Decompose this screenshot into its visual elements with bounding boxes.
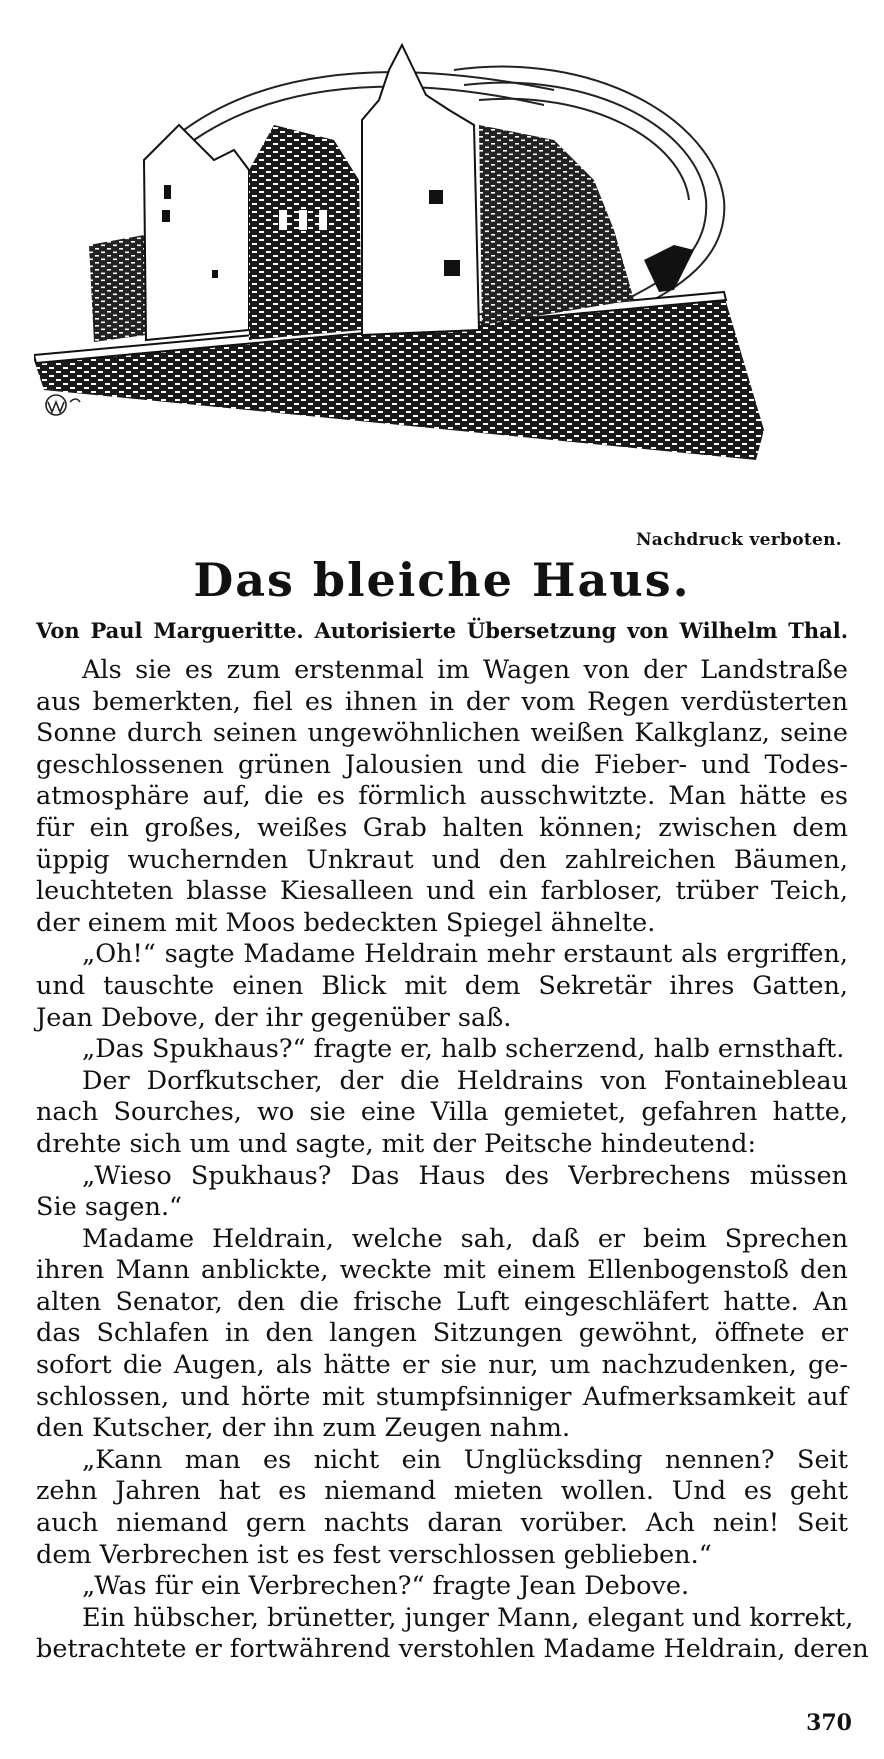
text-line: betrachtete er fortwährend verstohlen Madame Heldrain, deren [36, 1634, 869, 1665]
text-line: für ein großes, weißes Grab halten können; zwischen dem [36, 812, 848, 843]
byline [36, 618, 848, 643]
text-line: geschlossenen grünen Jalousien und die Fieber- und Todes- [36, 749, 848, 780]
text-line: Der Dorfkutscher, der die Heldrains von Fontainebleau [82, 1065, 848, 1096]
text-line: ihren Mann anblickte, weckte mit einem Ellenbogenstoß den [36, 1255, 848, 1286]
text-line: „Das Spukhaus?“ fragte er, halb scherzend, halb ernsthaft. [82, 1034, 845, 1065]
story-body [36, 655, 869, 1666]
text-line: Madame Heldrain, welche sah, daß er beim Sprechen [82, 1223, 848, 1254]
byline-von: Von [36, 618, 80, 643]
monogram-icon [46, 395, 80, 415]
translator-name: Wilhelm Thal. [679, 618, 849, 643]
text-line: „Wieso Spukhaus? Das Haus des Verbrechens müssen [82, 1160, 848, 1191]
text-line: dem Verbrechen ist es fest verschlossen geblieben.“ [36, 1539, 712, 1570]
text-line: „Was für ein Verbrechen?“ fragte Jean Debove. [82, 1571, 690, 1602]
text-line: „Oh!“ sagte Madame Heldrain mehr erstaunt als ergriffen, [82, 939, 848, 970]
text-line: Ein hübscher, brünetter, junger Mann, elegant und korrekt, [82, 1602, 854, 1633]
translation-note: Autorisierte Übersetzung von [314, 618, 669, 643]
text-line: auch niemand gern nachts daran vorüber. Ach nein! Seit [36, 1508, 848, 1539]
page-number: 370 [806, 1710, 852, 1736]
castle-ruin-illustration [34, 30, 864, 500]
story-title: Das bleiche Haus. [193, 553, 691, 607]
text-line: drehte sich um und sagte, mit der Peitsche hindeutend: [36, 1128, 757, 1159]
text-line: Sonne durch seinen ungewöhnlichen weißen Kalkglanz, seine [36, 718, 848, 749]
text-line: Als sie es zum erstenmal im Wagen von der Landstraße [82, 655, 848, 685]
text-line: und tauschte einen Blick mit dem Sekretär ihres Gatten, [36, 970, 848, 1001]
text-line: Jean Debove, der ihr gegenüber saß. [36, 1002, 512, 1033]
text-line: sofort die Augen, als hätte er sie nur, um nachzudenken, ge- [36, 1350, 848, 1381]
text-line: den Kutscher, der ihn zum Zeugen nahm. [36, 1413, 571, 1444]
text-line: das Schlafen in den langen Sitzungen gewöhnt, öffnete er [36, 1318, 848, 1349]
text-line: Sie sagen.“ [36, 1192, 183, 1223]
text-line: aus bemerkten, fiel es ihnen in der vom Regen verdüsterten [36, 686, 848, 717]
reprint-notice: Nachdruck verboten. [635, 530, 842, 550]
text-line: zehn Jahren hat es niemand mieten wollen. Und es geht [36, 1476, 848, 1507]
text-line: leuchteten blasse Kiesalleen und ein farbloser, trüber Teich, [36, 876, 848, 907]
author-name: Paul Margueritte. [90, 618, 304, 643]
text-line: alten Senator, den die frische Luft eingeschläfert hatte. An [36, 1286, 848, 1317]
text-line: üppig wuchernden Unkraut und den zahlreichen Bäumen, [36, 844, 848, 875]
text-line: schlossen, und hörte mit stumpfsinniger Aufmerksamkeit auf [36, 1381, 848, 1412]
text-line: „Kann man es nicht ein Unglücksding nennen? Seit [82, 1444, 848, 1475]
text-line: atmosphäre auf, die es förmlich ausschwitzte. Man hätte es [36, 781, 848, 812]
text-line: nach Sourches, wo sie eine Villa gemietet, gefahren hatte, [36, 1097, 848, 1128]
text-line: der einem mit Moos bedeckten Spiegel ähnelte. [36, 907, 656, 938]
